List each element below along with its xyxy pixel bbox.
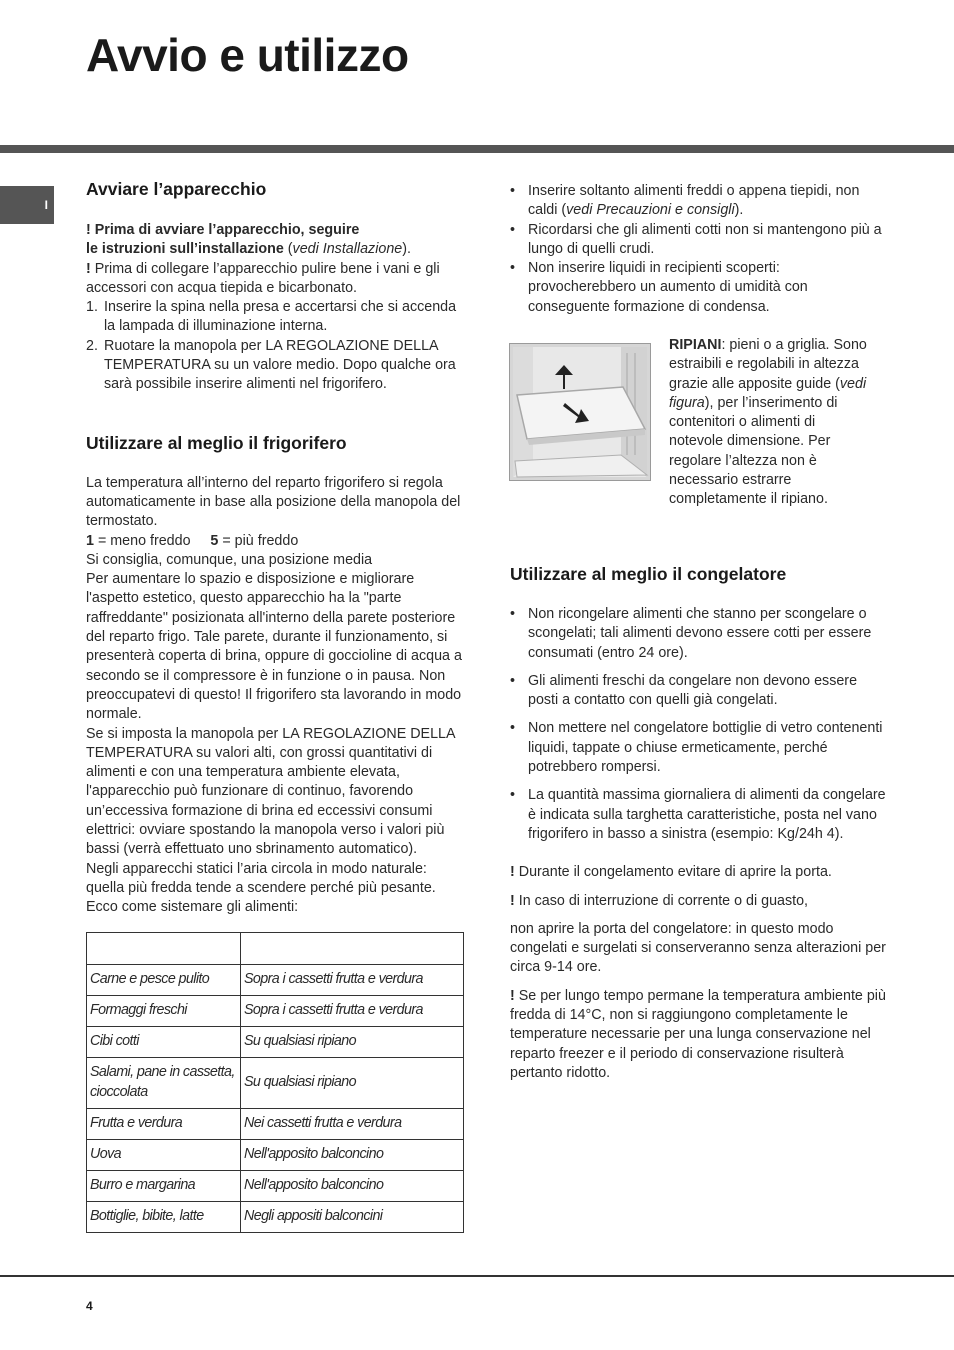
list-item: • La quantità massima giornaliera di alimenti da congelare è indicata sulla targhetta caratteristiche, posta nel vano frigorifero in basso a sinistra (esempio: Kg/24h 4). xyxy=(510,786,890,844)
note: ! Durante il congelamento evitare di aprire la porta. xyxy=(510,864,832,881)
section-heading-congelatore: Utilizzare al meglio il congelatore xyxy=(510,564,787,584)
paragraph: Per aumentare lo spazio e disposizione e migliorare l'aspetto estetico, questo apparecchio ha la "parte raffreddante" posizionata all'interno della parete posteriore del reparto frigo. Tale parete, durante il funzionamento, si presenterà coperta di brina, oppure di goccioline di acqua a secondo se il compressore è in funzione o in pausa. Non preoccupatevi di questo! Il frigorifero sta lavorando in modo normale. xyxy=(86,571,462,723)
language-tab-label: I xyxy=(44,198,48,212)
list-item: • Inserire soltanto alimenti freddi o appena tiepidi, non caldi (vedi Precauzioni e consigli). xyxy=(510,182,890,221)
list-item: • Gli alimenti freschi da congelare non devono essere posti a contatto con quelli già congelati. xyxy=(510,672,890,711)
table-row xyxy=(87,1057,464,1108)
table-row xyxy=(87,1170,464,1201)
freezer-section xyxy=(510,563,890,1083)
warning-installazione: ! Prima di avviare l’apparecchio, seguire le istruzioni sull’installazione (vedi Installazione). xyxy=(86,222,411,258)
right-column xyxy=(510,182,890,317)
table-cell: Bottiglie, bibite, latte xyxy=(87,1201,241,1232)
startup-steps xyxy=(86,298,466,394)
page-number: 4 xyxy=(86,1299,93,1313)
left-column xyxy=(86,178,466,1233)
list-item: • Non mettere nel congelatore bottiglie di vetro contenenti liquidi, tappate o chiuse ermeticamente, perché potrebbero rompersi. xyxy=(510,719,890,777)
table-cell: Su qualsiasi ripiano xyxy=(241,1057,464,1108)
header-rule xyxy=(0,145,954,153)
table-cell: Nei cassetti frutta e verdura xyxy=(241,1108,464,1139)
paragraph: Se si imposta la manopola per LA REGOLAZIONE DELLA TEMPERATURA su valori alti, con grossi quantitativi di alimenti e con una temperatura ambiente elevata, l'apparecchio può funzionare di continuo, favorendo un’eccessiva formazione di brina ed eccessivi consumi elettrici: ovviare spostando la manopola verso i valori più bassi (verrà effettuato uno sbrinamento automatico). xyxy=(86,725,455,858)
page-title: Avvio e utilizzo xyxy=(86,29,409,81)
table-header-row xyxy=(87,932,464,964)
paragraph: Si consiglia, comunque, una posizione media xyxy=(86,551,373,568)
table-header-cell xyxy=(87,932,241,964)
shelf-illustration xyxy=(509,343,651,481)
table-cell: Sopra i cassetti frutta e verdura xyxy=(241,964,464,995)
list-item: • Non ricongelare alimenti che stanno per scongelare o scongelati; tali alimenti devono essere cotti per essere consumati (entro 24 ore). xyxy=(510,605,890,663)
section-heading-frigorifero: Utilizzare al meglio il frigorifero xyxy=(86,432,347,453)
food-placement-table xyxy=(86,932,464,1233)
table-cell: Su qualsiasi ripiano xyxy=(241,1026,464,1057)
table-cell: Carne e pesce pulito xyxy=(87,964,241,995)
table-row xyxy=(87,995,464,1026)
table-cell: Sopra i cassetti frutta e verdura xyxy=(241,995,464,1026)
list-item: 2. Ruotare la manopola per LA REGOLAZIONE DELLA TEMPERATURA su un valore medio. Dopo qualche ora sarà possibile inserire alimenti nel frigorifero. xyxy=(86,337,456,393)
table-cell: Salami, pane in cassetta, cioccolata xyxy=(87,1057,241,1108)
note: ! Se per lungo tempo permane la temperatura ambiente più fredda di 14°C, non si raggiungono completamente le temperature necessarie per una lunga conservazione nel reparto freezer e il periodo di conservazione risulterà pertanto ridotto. xyxy=(510,987,886,1081)
fridge-tips-list xyxy=(510,182,890,317)
table-row xyxy=(87,1201,464,1232)
freezer-tips-list xyxy=(510,605,890,844)
warning-pulizia: ! Prima di collegare l’apparecchio pulire bene i vani e gli accessori con acqua tiepida e bicarbonato. xyxy=(86,260,440,296)
language-tab xyxy=(0,186,54,224)
footer-rule xyxy=(0,1275,954,1277)
table-cell: Nell'apposito balconcino xyxy=(241,1139,464,1170)
note: ! In caso di interruzione di corrente o di guasto, xyxy=(510,892,809,909)
table-row xyxy=(87,964,464,995)
table-cell: Uova xyxy=(87,1139,241,1170)
ripiani-description: RIPIANI: pieni o a griglia. Sono estraibili e regolabili in altezza grazie alle apposite guide (vedi figura), per l’inserimento di contenitori o alimenti di notevole dimensione. Per regolare l’altezza non è necessario estrarre completamente il ripiano. xyxy=(669,337,867,508)
table-row xyxy=(87,1108,464,1139)
list-item: • Ricordarsi che gli alimenti cotti non si mantengono più a lungo di quelli crudi. xyxy=(510,221,890,260)
table-cell: Formaggi freschi xyxy=(87,995,241,1026)
paragraph: La temperatura all’interno del reparto frigorifero si regola automaticamente in base alla posizione della manopola del termostato. xyxy=(86,474,461,530)
table-cell: Burro e margarina xyxy=(87,1170,241,1201)
paragraph: non aprire la porta del congelatore: in questo modo congelati e surgelati si conserveranno senza alterazioni per circa 9-14 ore. xyxy=(510,920,886,976)
list-item: 1. Inserire la spina nella presa e accertarsi che si accenda la lampada di illuminazione interna. xyxy=(86,299,457,335)
list-item: • Non inserire liquidi in recipienti scoperti: provocherebbero un aumento di umidità con conseguente formazione di condensa. xyxy=(510,259,890,317)
table-cell: Cibi cotti xyxy=(87,1026,241,1057)
section-heading-avviare: Avviare l’apparecchio xyxy=(86,179,267,199)
paragraph: Negli apparecchi statici l’aria circola in modo naturale: quella più fredda tende a scendere perché più pesante. Ecco come sistemare gli alimenti: xyxy=(86,860,436,916)
table-row xyxy=(87,1139,464,1170)
table-cell: Nell'apposito balconcino xyxy=(241,1170,464,1201)
table-cell: Negli appositi balconcini xyxy=(241,1201,464,1232)
table-row xyxy=(87,1026,464,1057)
thermostat-scale: 1 = meno freddo 5 = più freddo xyxy=(86,532,299,549)
table-cell: Frutta e verdura xyxy=(87,1108,241,1139)
table-header-cell xyxy=(241,932,464,964)
